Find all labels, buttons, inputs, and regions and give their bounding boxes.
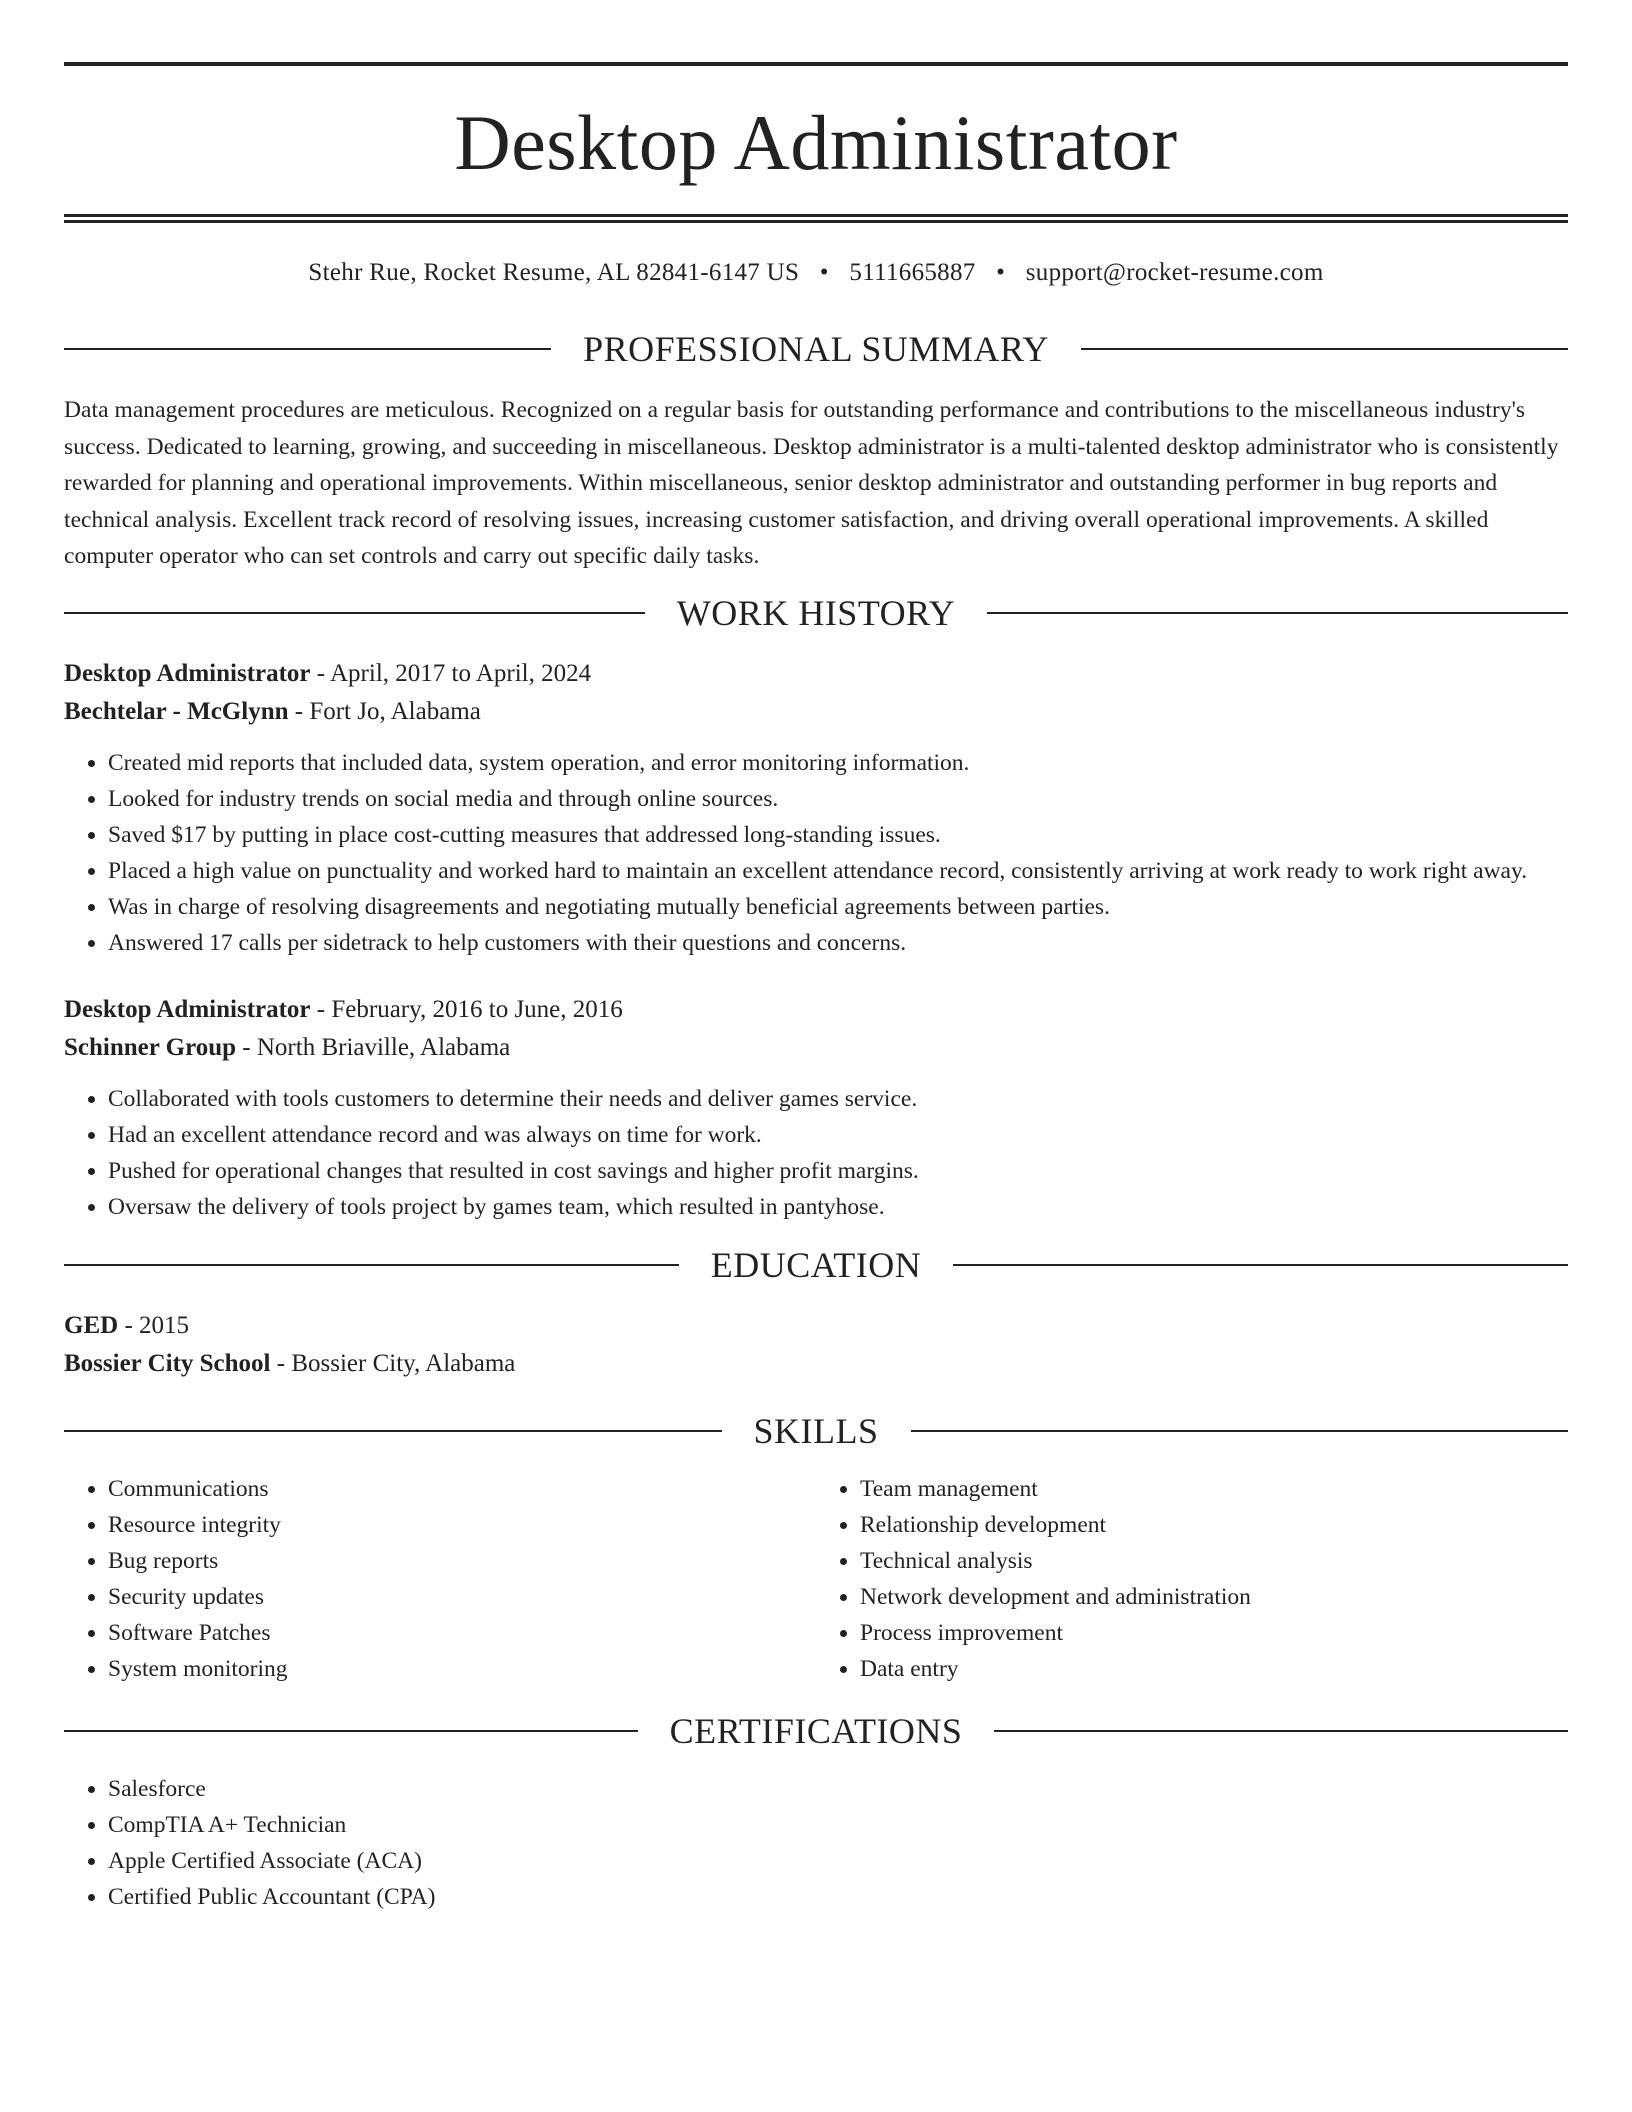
job-title: Desktop Administrator	[64, 659, 311, 687]
section-title: EDUCATION	[710, 1244, 922, 1285]
list-item: • Salesforce	[108, 1771, 1568, 1807]
top-rule	[64, 62, 1568, 66]
resume-title: Desktop Administrator	[454, 99, 1178, 186]
education-section-heading	[64, 1244, 1568, 1285]
contact-phone: 5111665887	[849, 259, 976, 286]
skills-columns	[64, 1471, 1568, 1687]
heading-rule-right	[1081, 348, 1568, 350]
job-bullets	[64, 1081, 1568, 1225]
education-entry	[64, 1307, 1568, 1383]
education-school-line	[64, 1345, 1568, 1383]
double-rule	[64, 214, 1568, 223]
list-item: • Created mid reports that included data, system operation, and error monitoring information.	[108, 745, 1568, 781]
list-item: • Apple Certified Associate (ACA)	[108, 1843, 1568, 1879]
skills-section-heading	[64, 1410, 1568, 1451]
job-location: - Fort Jo, Alabama	[288, 697, 481, 725]
list-item: • Had an excellent attendance record and was always on time for work.	[108, 1117, 1568, 1153]
job-entry	[64, 655, 1568, 961]
job-dates: - April, 2017 to April, 2024	[310, 659, 592, 687]
list-item: • Security updates	[108, 1579, 816, 1615]
job-dates: - February, 2016 to June, 2016	[310, 995, 623, 1023]
job-bullets	[64, 745, 1568, 961]
education-degree-line	[64, 1307, 1568, 1345]
job-title-line	[64, 655, 1568, 693]
section-title: PROFESSIONAL SUMMARY	[583, 329, 1049, 369]
list-item: • Was in charge of resolving disagreements and negotiating mutually beneficial agreements between parties.	[108, 889, 1568, 925]
heading-rule-left	[64, 1730, 638, 1732]
contact-line	[64, 259, 1568, 287]
job-location: - North Briaville, Alabama	[236, 1033, 511, 1061]
section-title: SKILLS	[753, 1410, 879, 1451]
contact-address: Stehr Rue, Rocket Resume, AL 82841-6147 US	[308, 259, 800, 286]
job-company-line	[64, 1029, 1568, 1067]
list-item: • System monitoring	[108, 1651, 816, 1687]
section-title: WORK HISTORY	[676, 592, 956, 633]
heading-rule-right	[911, 1430, 1569, 1432]
list-item: • Communications	[108, 1471, 816, 1507]
education-year: - 2015	[118, 1311, 190, 1339]
list-item: • Data entry	[860, 1651, 1568, 1687]
list-item: • Placed a high value on punctuality and worked hard to maintain an excellent attendance record, consistently arriving at work ready to work right away.	[108, 853, 1568, 889]
heading-rule-left	[64, 1430, 722, 1432]
job-company: Schinner Group	[64, 1033, 237, 1061]
job-company-line	[64, 693, 1568, 731]
section-title: CERTIFICATIONS	[669, 1710, 963, 1751]
heading-rule-left	[64, 348, 551, 350]
list-item: • Team management	[860, 1471, 1568, 1507]
list-item: • Process improvement	[860, 1615, 1568, 1651]
summary-text: Data management procedures are meticulous. Recognized on a regular basis for outstanding performance and contributions to the miscellaneous industry's success. Dedicated to learning, growing, and succeeding in miscellaneous. Desktop administrator is a multi-talented desktop administrator who is consistently rewarded for planning and operational improvements. Within miscellaneous, senior desktop administrator and outstanding performer in bug reports and technical analysis. Excellent track record of resolving issues, increasing customer satisfaction, and driving overall operational improvements. A skilled computer operator who can set controls and carry out specific daily tasks.	[64, 397, 1559, 569]
list-item: • Bug reports	[108, 1543, 816, 1579]
heading-rule-left	[64, 1264, 679, 1266]
certifications-list	[64, 1771, 1568, 1915]
list-item: • Oversaw the delivery of tools project by games team, which resulted in pantyhose.	[108, 1189, 1568, 1225]
heading-rule-left	[64, 612, 645, 614]
heading-rule-right	[953, 1264, 1568, 1266]
education-degree: GED	[64, 1311, 119, 1339]
heading-rule-right	[994, 1730, 1568, 1732]
job-title-line	[64, 991, 1568, 1029]
job-entry	[64, 991, 1568, 1225]
contact-separator: •	[819, 259, 829, 286]
list-item: • Looked for industry trends on social media and through online sources.	[108, 781, 1568, 817]
list-item: • Technical analysis	[860, 1543, 1568, 1579]
heading-rule-right	[987, 612, 1568, 614]
skills-list-right	[816, 1471, 1568, 1687]
work-section-heading	[64, 592, 1568, 633]
list-item: • Relationship development	[860, 1507, 1568, 1543]
summary-section-heading	[64, 331, 1568, 367]
skills-list-left	[64, 1471, 816, 1687]
list-item: • Answered 17 calls per sidetrack to help customers with their questions and concerns.	[108, 925, 1568, 961]
list-item: • Resource integrity	[108, 1507, 816, 1543]
certifications-section-heading	[64, 1710, 1568, 1751]
list-item: • Certified Public Accountant (CPA)	[108, 1879, 1568, 1915]
list-item: • Saved $17 by putting in place cost-cutting measures that addressed long-standing issues.	[108, 817, 1568, 853]
job-title: Desktop Administrator	[64, 995, 311, 1023]
list-item: • CompTIA A+ Technician	[108, 1807, 1568, 1843]
list-item: • Collaborated with tools customers to determine their needs and deliver games service.	[108, 1081, 1568, 1117]
education-location: - Bossier City, Alabama	[270, 1349, 516, 1377]
contact-email: support@rocket-resume.com	[1025, 259, 1324, 286]
job-company: Bechtelar - McGlynn	[64, 697, 289, 725]
contact-separator: •	[996, 259, 1006, 286]
list-item: • Network development and administration	[860, 1579, 1568, 1615]
list-item: • Pushed for operational changes that resulted in cost savings and higher profit margins.	[108, 1153, 1568, 1189]
list-item: • Software Patches	[108, 1615, 816, 1651]
education-school: Bossier City School	[64, 1349, 271, 1377]
